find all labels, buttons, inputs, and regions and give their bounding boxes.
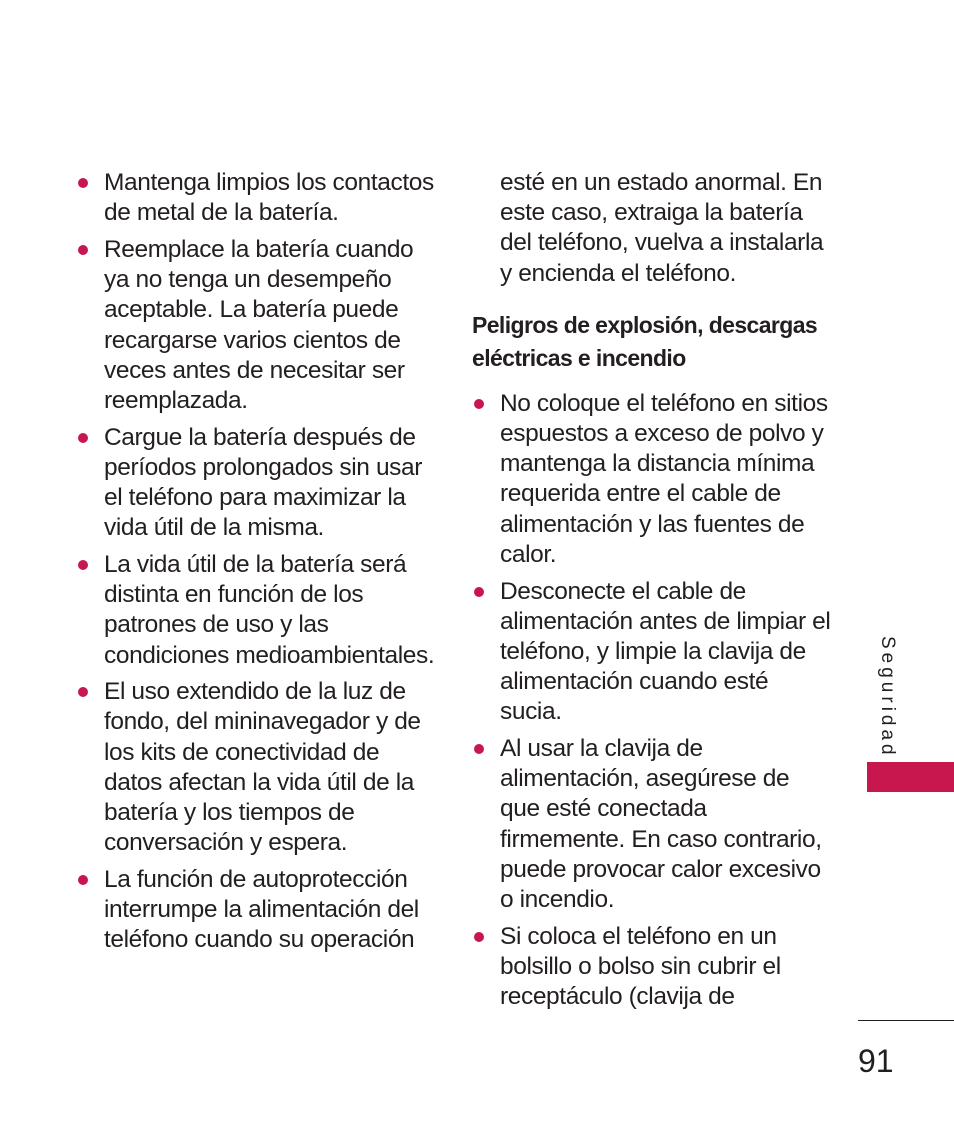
list-item-text: Cargue la batería después de períodos prolongados sin usar el teléfono para maximizar la vida útil de la misma. [104,423,423,542]
list-item-text: La vida útil de la batería será distinta en función de los patrones de uso y las condiciones medioambientales. [104,550,435,669]
bullet-icon [474,932,484,942]
section-heading: Peligros de explosión, descargas eléctricas e incendio [472,311,818,371]
list-item-text: El uso extendido de la luz de fondo, del mininavegador y de los kits de conectividad de datos afectan la vida útil de la batería y los tiempos de conversación y espera. [104,678,421,857]
list-item [472,734,832,915]
list-item-text: Al usar la clavija de alimentación, asegúrese de que esté conectada firmemente. En caso contrario, puede provocar calor excesivo o incendio. [500,735,822,914]
section-tab-marker [867,762,954,792]
list-item-text: Mantenga limpios los contactos de metal de la batería. [104,169,434,227]
section-side-label: Seguridad [877,636,898,759]
bullet-icon [78,245,88,255]
list-item-text: No coloque el teléfono en sitios espuestos a exceso de polvo y mantenga la distancia mínima requerida entre el cable de alimentación y las fuentes de calor. [500,389,828,568]
list-item-text: La función de autoprotección interrumpe la alimentación del teléfono cuando su operación [104,865,419,954]
list-item [76,677,436,858]
list-item-text: Desconecte el cable de alimentación antes de limpiar el teléfono, y limpie la clavija de alimentación cuando esté sucia. [500,577,831,726]
list-item [76,865,436,956]
list-item [76,423,436,544]
bullet-icon [78,433,88,443]
list-item [472,389,832,570]
left-bullet-list [76,168,436,956]
list-item [472,577,832,728]
right-bullet-list [472,389,832,1013]
list-item-text: Si coloca el teléfono en un bolsillo o bolso sin cubrir el receptáculo (clavija de [500,922,781,1011]
list-item [76,168,436,228]
continued-text: esté en un estado anormal. En este caso, extraiga la batería del teléfono, vuelva a instalarla y encienda el teléfono. [500,169,824,287]
bullet-icon [474,587,484,597]
bullet-icon [78,687,88,697]
bullet-icon [474,399,484,409]
bullet-icon [78,560,88,570]
left-column [76,168,436,962]
right-column [472,168,832,1019]
list-item [472,922,832,1013]
list-item [76,550,436,671]
page-number: 91 [858,1043,894,1079]
list-item-text: Reemplace la batería cuando ya no tenga un desempeño aceptable. La batería puede recargarse varios cientos de veces antes de necesitar ser reemplazada. [104,235,414,414]
bullet-icon [474,744,484,754]
footer-divider [858,1020,954,1021]
bullet-icon [78,178,88,188]
list-item [76,235,436,416]
bullet-icon [78,875,88,885]
